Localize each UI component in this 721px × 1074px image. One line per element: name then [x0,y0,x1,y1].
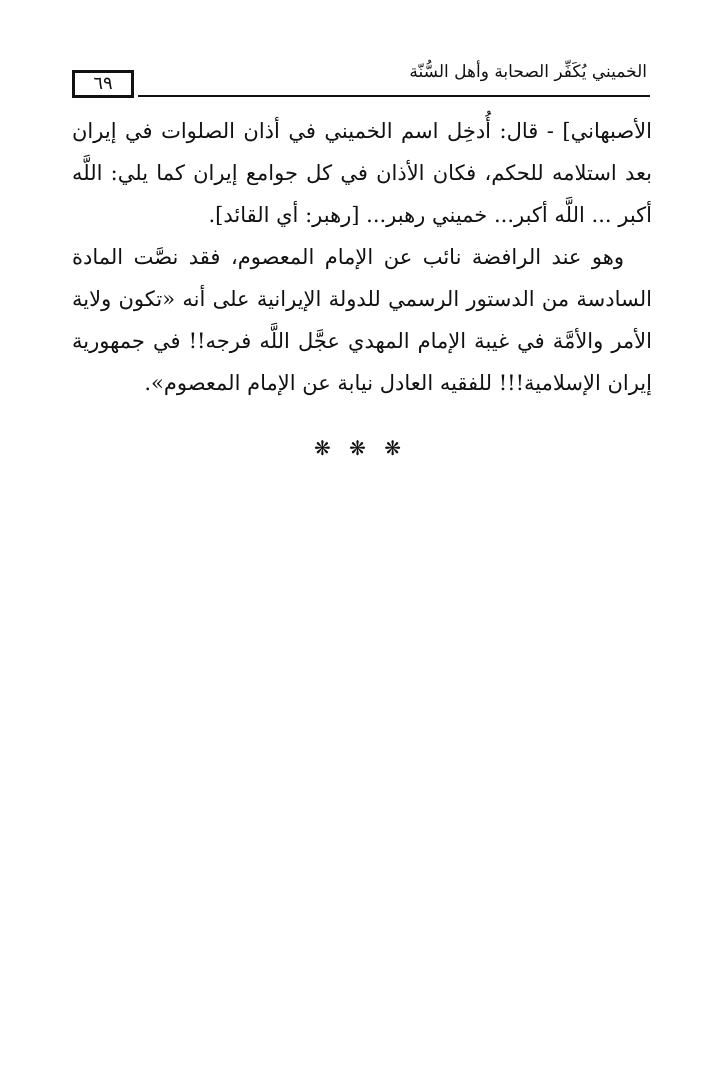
page-number: ٦٩ [93,73,113,94]
running-title: الخميني يُكَفِّر الصحابة وأهل السُّنّة [409,62,647,82]
body-text [72,110,652,404]
paragraph-1: الأصبهاني] - قال: أُدخِل اسم الخميني في أذان الصلوات في إيران بعد استلامه للحكم، فكان الأذان في كل جوامع إيران كما يلي: اللَّه أكبر ... اللَّه أكبر... خميني رهبر... [رهبر: أي القائد]. [72,119,652,227]
paragraph-2: وهو عند الرافضة نائب عن الإمام المعصوم، فقد نصَّت المادة السادسة من الدستور الرسمي للدولة الإيرانية على أنه «تكون ولاية الأمر والأمَّة في غيبة الإمام المهدي عجَّل اللَّه فرجه!! في جمهورية إيران الإسلامية!!! للفقيه العادل نيابة عن الإمام المعصوم». [72,245,652,395]
header-rule [138,95,650,97]
section-separator: ❋ ❋ ❋ [314,436,407,460]
page-number-box [72,70,134,98]
